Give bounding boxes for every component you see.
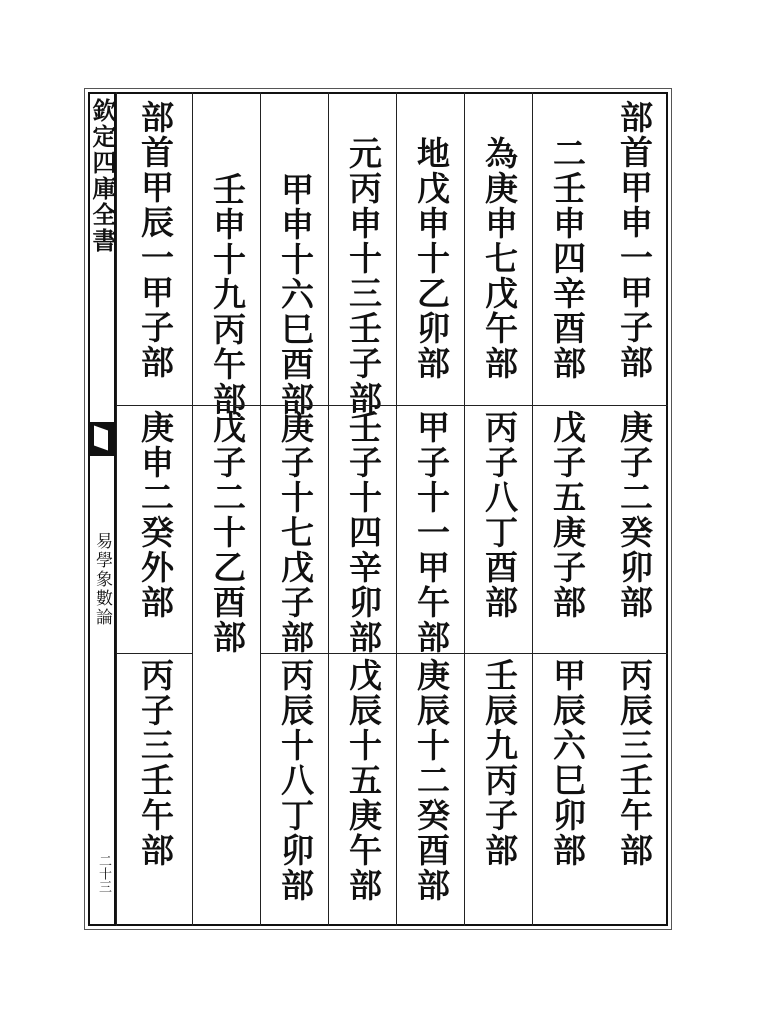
page-number: 二十三 [96, 854, 111, 893]
column-8 [116, 92, 192, 926]
row-divider [116, 405, 668, 406]
cell: 丙子三壬午部 [136, 658, 175, 868]
column-2 [532, 92, 600, 926]
cell: 元丙申十三壬子部 [344, 136, 383, 416]
row-divider [116, 653, 192, 654]
cell: 二壬申四辛酉部 [548, 136, 587, 381]
cell: 丙子八丁酉部 [480, 410, 519, 620]
cell: 為庚申七戊午部 [480, 136, 519, 381]
section-title: 易學象數論 [92, 532, 112, 627]
fish-tail-mark [88, 422, 116, 456]
cell: 庚子十七戊子部 [276, 410, 315, 655]
cell: 戊子五庚子部 [548, 410, 587, 620]
cell: 甲申十六巳酉部 [276, 172, 315, 417]
cell: 壬辰九丙子部 [480, 658, 519, 868]
cell: 戊辰十五庚午部 [344, 658, 383, 903]
margin-column [88, 92, 116, 926]
cell: 地戊申十乙卯部 [412, 136, 451, 381]
column-1 [600, 92, 668, 926]
cell: 庚子二癸卯部 [615, 410, 654, 620]
cell: 戊子二十乙酉部 [208, 410, 247, 655]
cell: 甲子十一甲午部 [412, 410, 451, 655]
column-6 [260, 92, 328, 926]
cell: 壬子十四辛卯部 [344, 410, 383, 655]
column-7 [192, 92, 260, 926]
cell: 部首甲辰一甲子部 [136, 100, 175, 380]
column-5 [328, 92, 396, 926]
column-3 [464, 92, 532, 926]
cell: 丙辰三壬午部 [615, 658, 654, 868]
cell: 甲辰六巳卯部 [548, 658, 587, 868]
text-grid [116, 92, 668, 926]
cell: 庚申二癸外部 [136, 410, 175, 620]
book-title: 欽定四庫全書 [88, 98, 117, 254]
column-4 [396, 92, 464, 926]
cell: 部首甲申一甲子部 [615, 100, 654, 380]
row-divider [260, 653, 668, 654]
cell: 丙辰十八丁卯部 [276, 658, 315, 903]
cell: 庚辰十二癸酉部 [412, 658, 451, 903]
cell: 壬申十九丙午部 [208, 172, 247, 417]
